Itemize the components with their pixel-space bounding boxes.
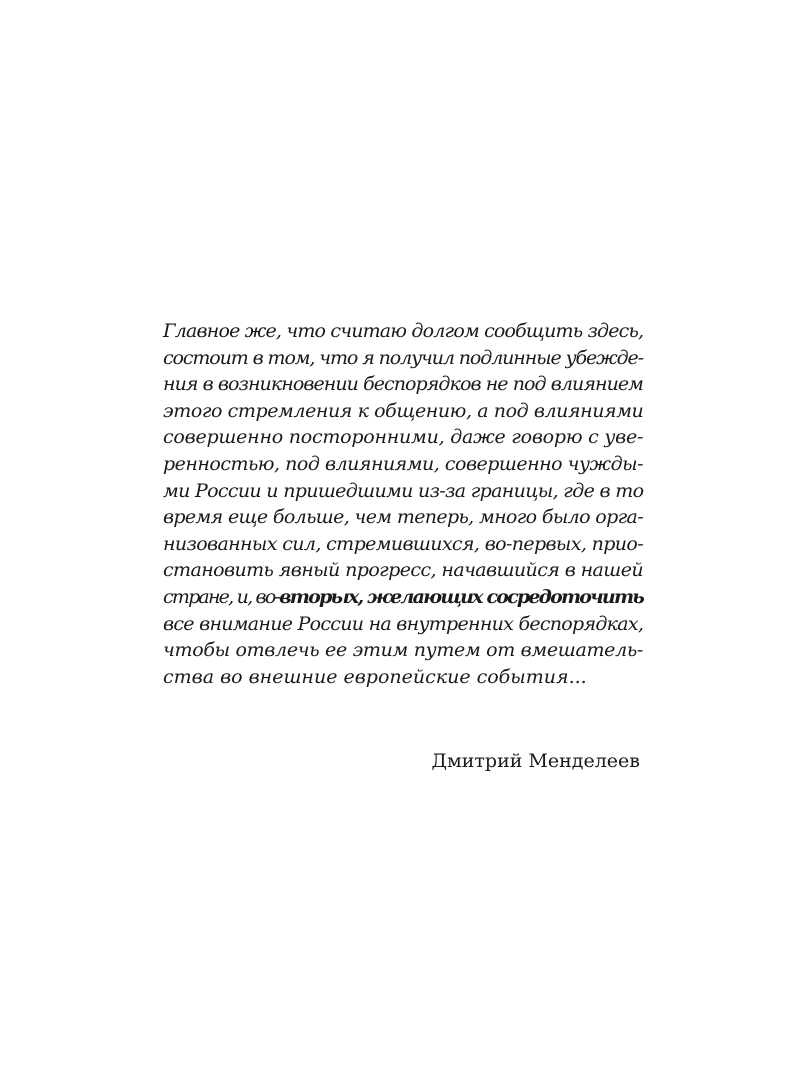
epigraph-line: ния в возникновении беспорядков не под влиянием [163,373,643,396]
epigraph-quote [163,318,643,690]
epigraph-line: этого стремления к общению, а под влияниями [163,399,644,422]
epigraph-author: Дмитрий Менделеев [431,750,640,772]
epigraph-line: чтобы отвлечь ее этим путем от вмешатель- [163,639,643,662]
epigraph-line: становить явный прогресс, начавшийся в нашей [163,559,643,582]
epigraph-line: все внимание России на внутренних беспорядках, [163,612,644,635]
epigraph-line: ренностью, под влияниями, совершенно чужды- [163,452,643,475]
epigraph-line: низованных сил, стремившихся, во-первых, прио- [163,532,644,555]
epigraph-line-mixed [163,584,643,611]
epigraph-line: совершенно посторонними, даже говорю с уве- [163,426,644,449]
epigraph-text-plain: стране, и, во- [163,585,280,608]
epigraph-line: ства во внешние европейские события... [163,665,587,688]
epigraph-line: ми России и пришедшими из-за границы, где в то [163,479,644,502]
epigraph-line: время еще больше, чем теперь, много было орга- [163,506,643,529]
epigraph-line: состоит в том, что я получил подлинные убежде- [163,346,643,369]
epigraph-text-bold: вторых, желающих сосредоточить [279,585,643,608]
epigraph-line: Главное же, что считаю долгом сообщить здесь, [163,320,644,342]
